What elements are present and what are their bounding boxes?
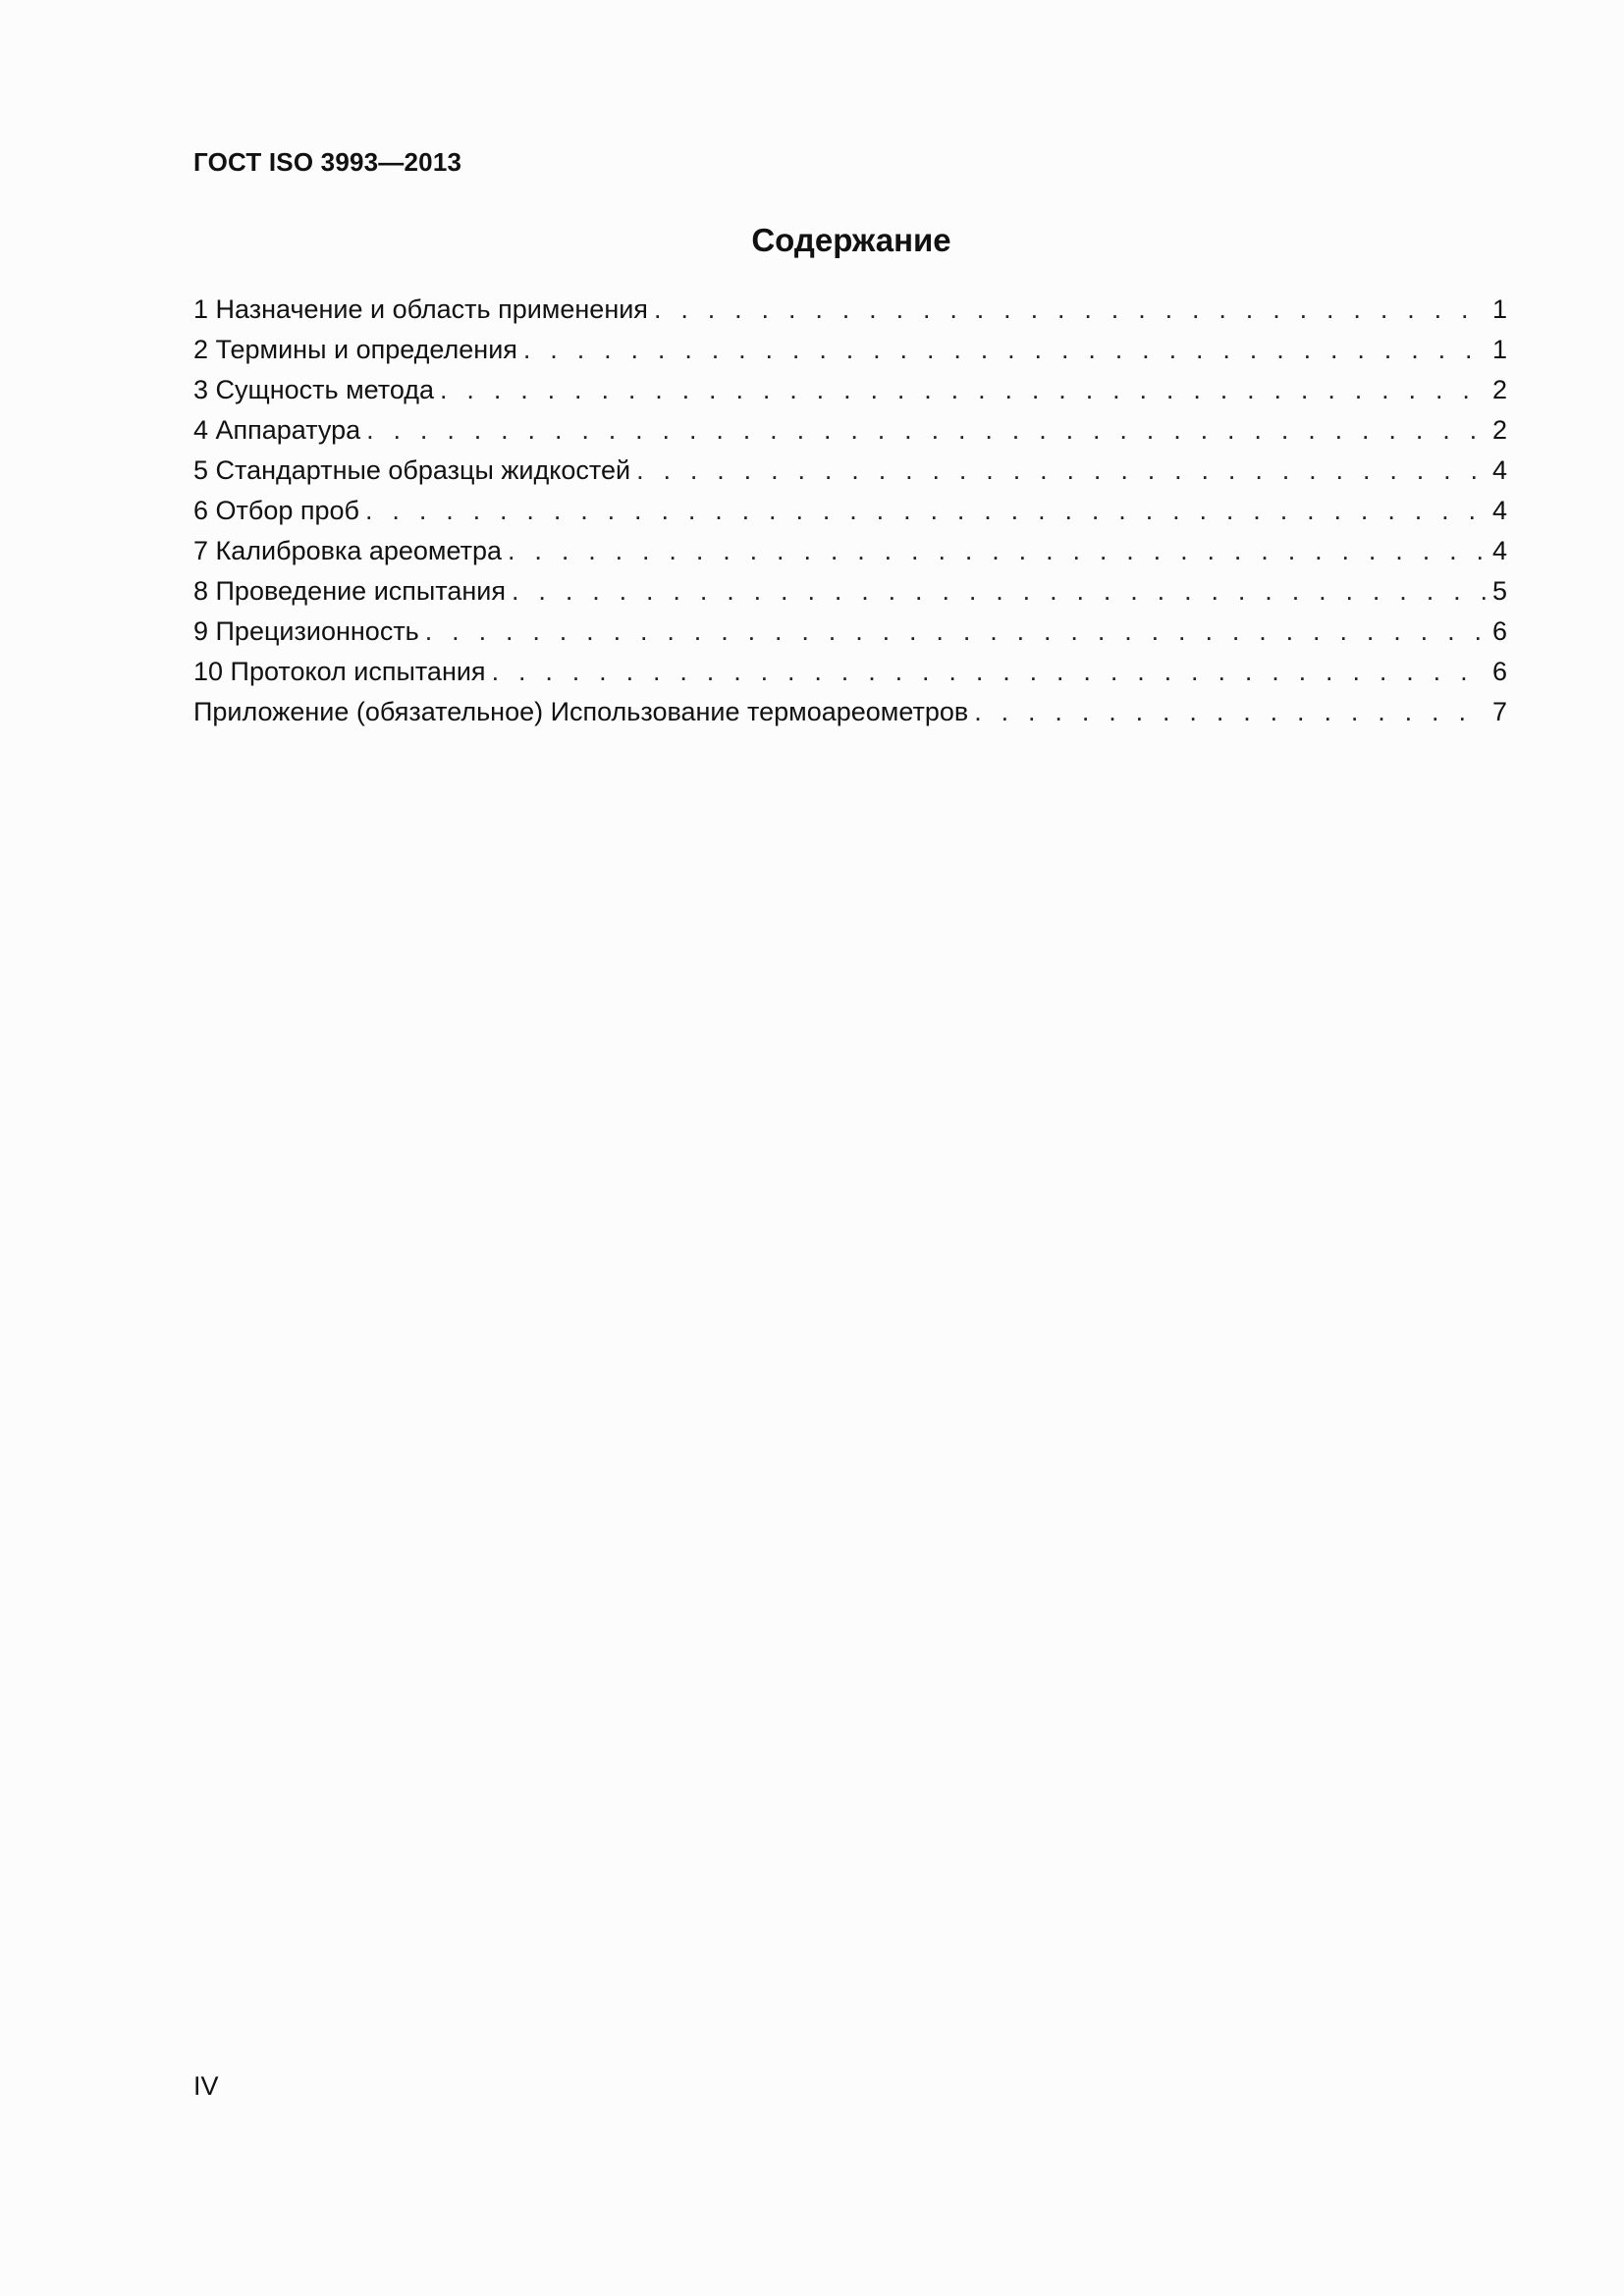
toc-entry-page: 4 xyxy=(1491,536,1507,565)
toc-dot-leader xyxy=(974,692,1486,732)
toc-entry-title: 10 Протокол испытания xyxy=(193,657,486,686)
toc-heading: Содержание xyxy=(751,222,951,258)
toc-entry[interactable] xyxy=(193,410,1507,451)
toc-entry[interactable] xyxy=(193,290,1507,330)
toc-dot-leader xyxy=(366,410,1486,451)
toc-entry-page: 4 xyxy=(1491,455,1507,485)
toc-dot-leader xyxy=(440,370,1486,410)
toc-entry[interactable] xyxy=(193,491,1507,531)
toc-entry-title: 7 Калибровка ареометра xyxy=(193,536,503,565)
toc-entry-page: 1 xyxy=(1491,335,1507,364)
toc-entry-page: 2 xyxy=(1491,375,1507,404)
toc-dot-leader xyxy=(654,290,1486,330)
toc-entry-title: 2 Термины и определения xyxy=(193,335,517,364)
toc-entry-title: 1 Назначение и область применения xyxy=(193,294,648,324)
toc-dot-leader xyxy=(425,612,1486,652)
toc-dot-leader xyxy=(512,571,1486,612)
document-code-header: ГОСТ ISO 3993—2013 xyxy=(193,147,462,177)
toc-entry[interactable] xyxy=(193,571,1507,612)
toc-dot-leader xyxy=(492,652,1486,692)
toc-entry[interactable] xyxy=(193,652,1507,692)
toc-entry[interactable] xyxy=(193,370,1507,410)
toc-dot-leader xyxy=(636,451,1486,491)
toc-dot-leader xyxy=(523,330,1486,370)
toc-dot-leader xyxy=(508,531,1486,571)
toc-entry[interactable] xyxy=(193,692,1507,732)
table-of-contents xyxy=(193,290,1507,732)
toc-entry-page: 7 xyxy=(1491,697,1507,726)
toc-entry[interactable] xyxy=(193,531,1507,571)
toc-entry-title: 9 Прецизионность xyxy=(193,616,419,646)
toc-entry[interactable] xyxy=(193,612,1507,652)
toc-entry-page: 4 xyxy=(1491,496,1507,525)
toc-entry-page: 2 xyxy=(1491,415,1507,445)
toc-entry-page: 5 xyxy=(1491,576,1507,606)
toc-entry-title: 6 Отбор проб xyxy=(193,496,360,525)
toc-entry-title: 8 Проведение испытания xyxy=(193,576,507,606)
toc-entry-title: Приложение (обязательное) Использование термоареометров xyxy=(193,697,969,726)
toc-entry[interactable] xyxy=(193,330,1507,370)
toc-entry[interactable] xyxy=(193,451,1507,491)
toc-entry-page: 6 xyxy=(1491,657,1507,686)
toc-entry-page: 1 xyxy=(1491,294,1507,324)
toc-entry-title: 4 Аппаратура xyxy=(193,415,361,445)
toc-entry-page: 6 xyxy=(1491,616,1507,646)
page-number: IV xyxy=(193,2071,219,2101)
toc-dot-leader xyxy=(365,491,1486,531)
toc-entry-title: 3 Сущность метода xyxy=(193,375,435,404)
toc-entry-title: 5 Стандартные образцы жидкостей xyxy=(193,455,631,485)
